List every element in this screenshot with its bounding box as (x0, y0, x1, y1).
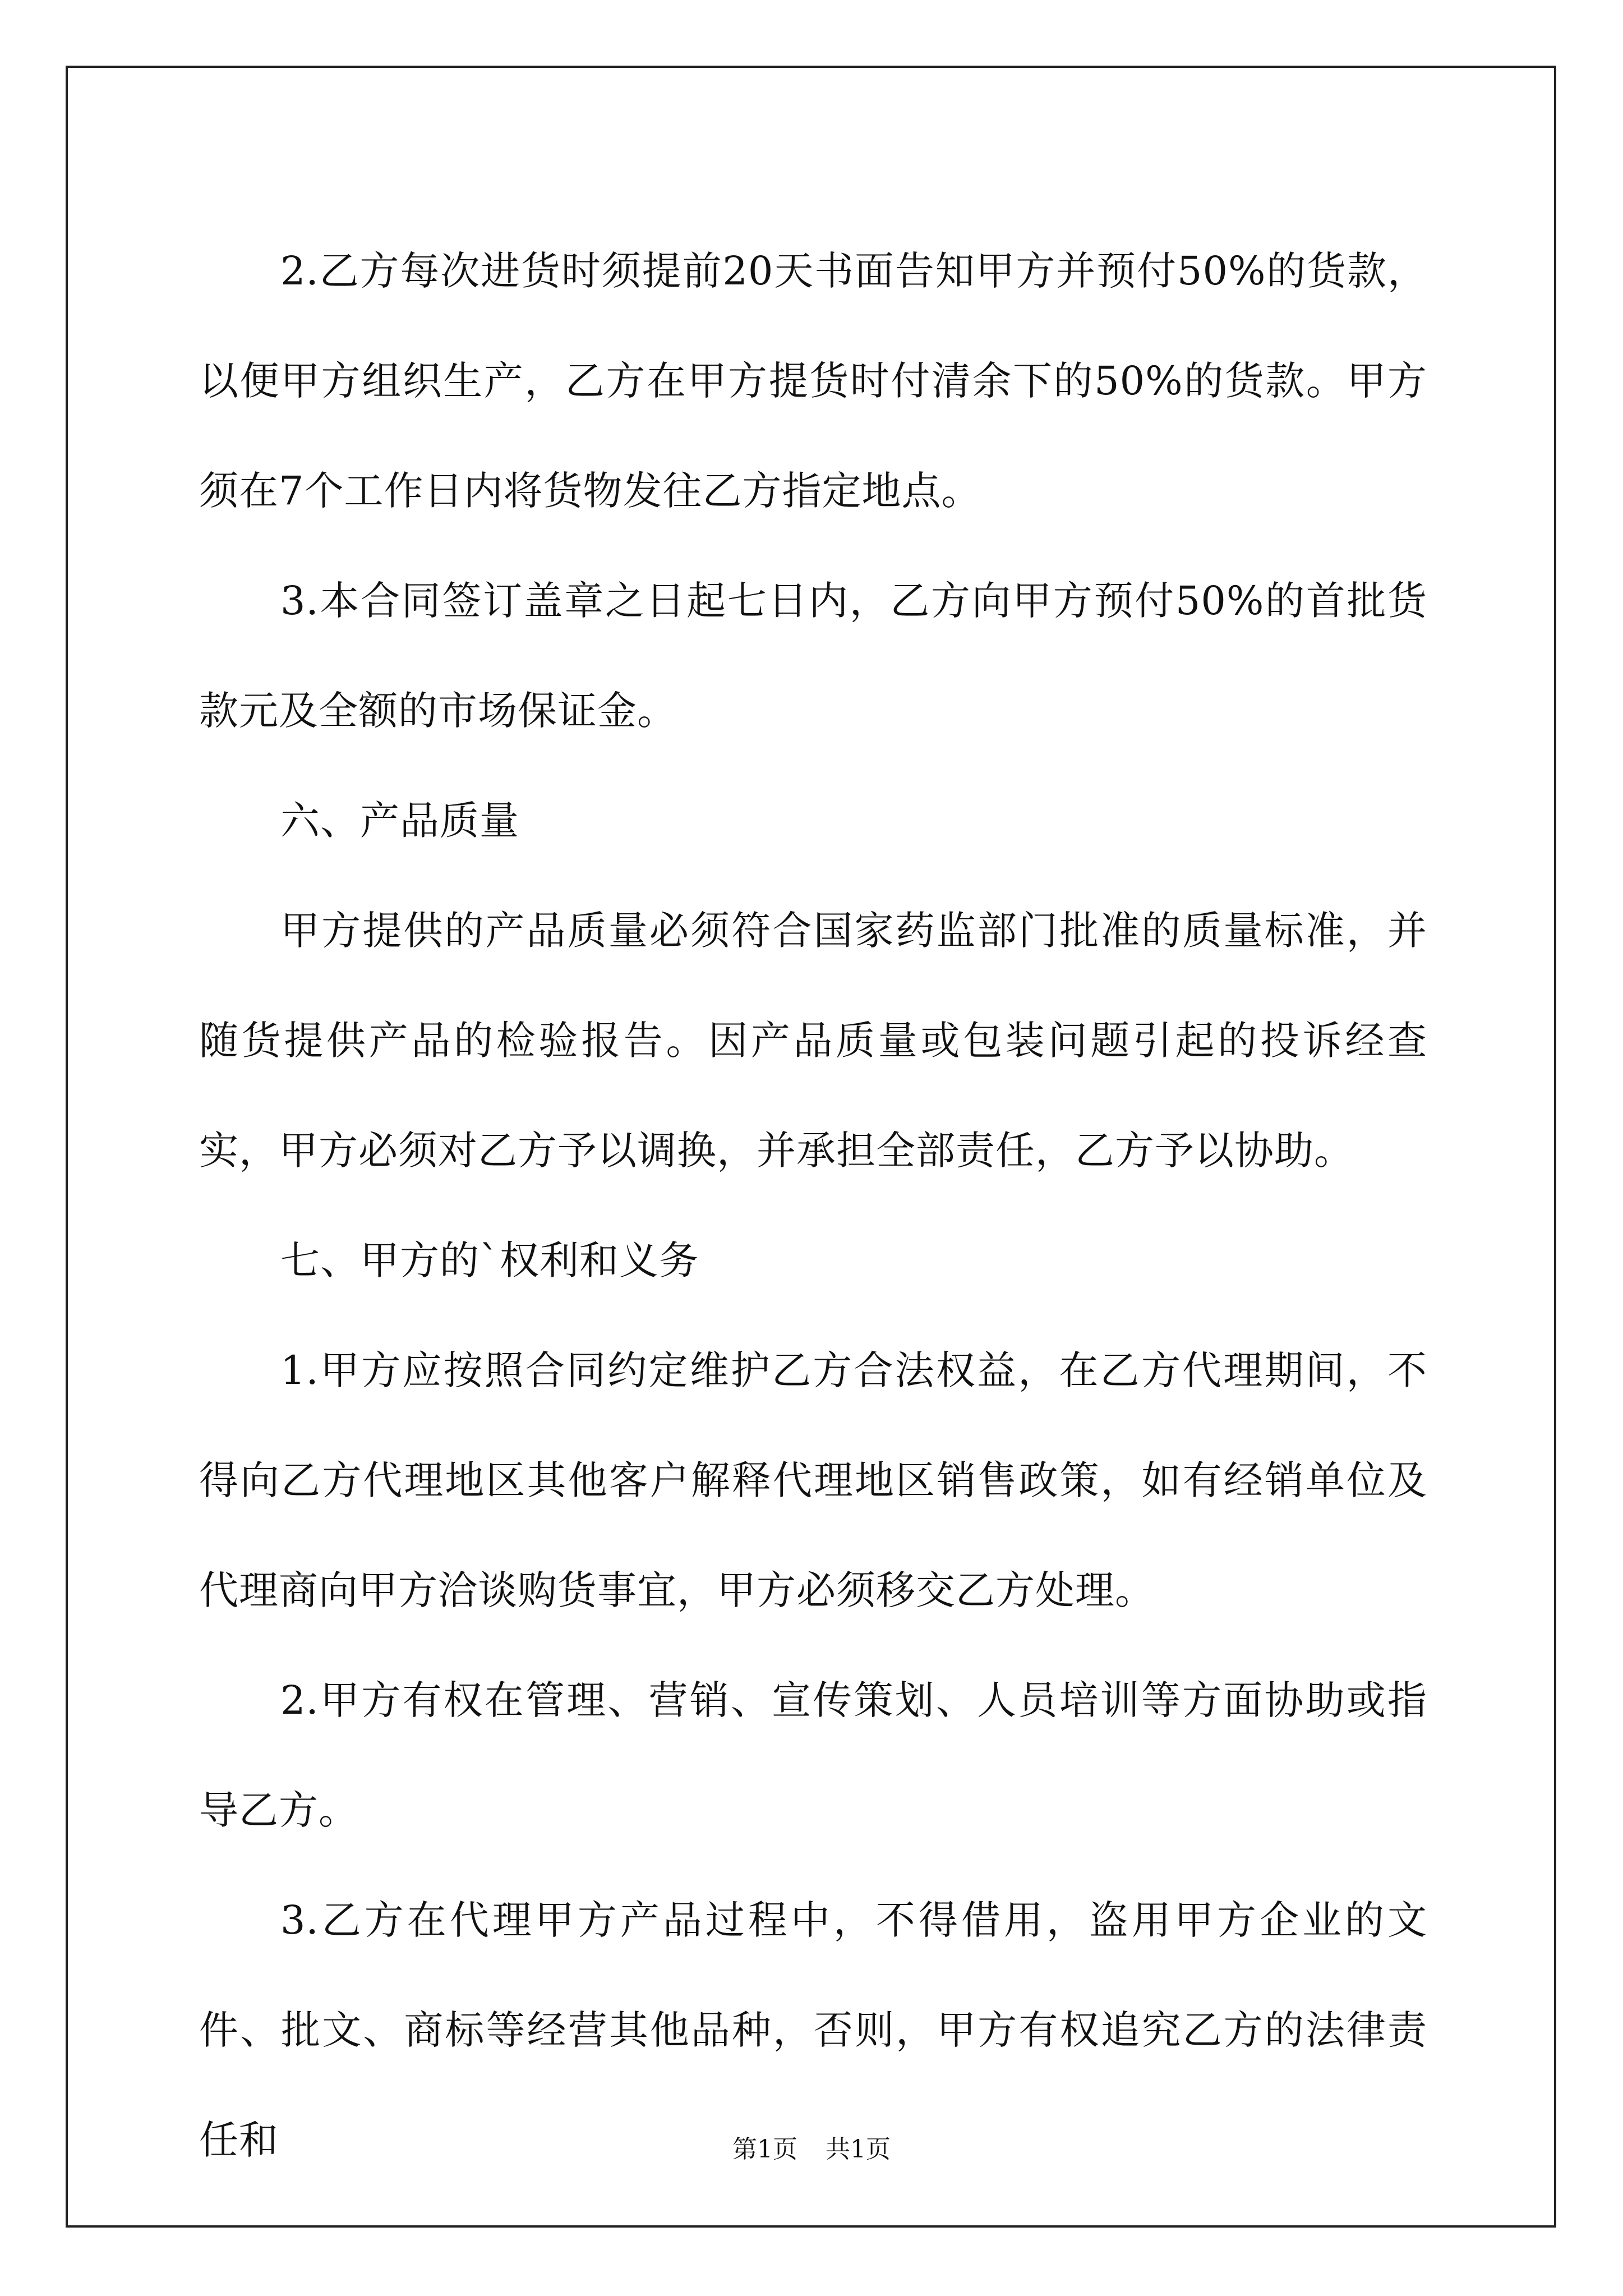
paragraph-rights-3: 3.乙方在代理甲方产品过程中，不得借用，盗用甲方企业的文件、批文、商标等经营其他品种，否则，甲方有权追究乙方的法律责任和 (199, 1897, 1427, 2163)
paragraph-first-payment: 3.本合同签订盖章之日起七日内，乙方向甲方预付50%的首批货款元及全额的市场保证金。 (199, 578, 1427, 734)
page-number: 第1页 (732, 2135, 797, 2164)
document-body (199, 216, 1427, 2195)
page-footer (0, 2129, 1623, 2165)
section-heading-product-quality: 六、产品质量 (280, 798, 519, 844)
paragraph-rights-1: 1.甲方应按照合同约定维护乙方合法权益，在乙方代理期间，不得向乙方代理地区其他客户解释代理地区销售政策，如有经销单位及代理商向甲方洽谈购货事宜，甲方必须移交乙方处理。 (199, 1347, 1427, 1613)
paragraph-payment-terms: 2.乙方每次进货时须提前20天书面告知甲方并预付50%的货款，以便甲方组织生产，乙方在甲方提货时付清余下的50%的货款。甲方须在7个工作日内将货物发往乙方指定地点。 (199, 248, 1427, 514)
section-heading-party-a-rights: 七、甲方的`权利和义务 (280, 1237, 699, 1283)
paragraph-quality-standard: 甲方提供的产品质量必须符合国家药监部门批准的质量标准，并随货提供产品的检验报告。因产品质量或包装问题引起的投诉经查实，甲方必须对乙方予以调换，并承担全部责任，乙方予以协助。 (199, 908, 1427, 1174)
page-total: 共1页 (826, 2135, 891, 2164)
paragraph-rights-2: 2.甲方有权在管理、营销、宣传策划、人员培训等方面协助或指导乙方。 (199, 1677, 1427, 1833)
